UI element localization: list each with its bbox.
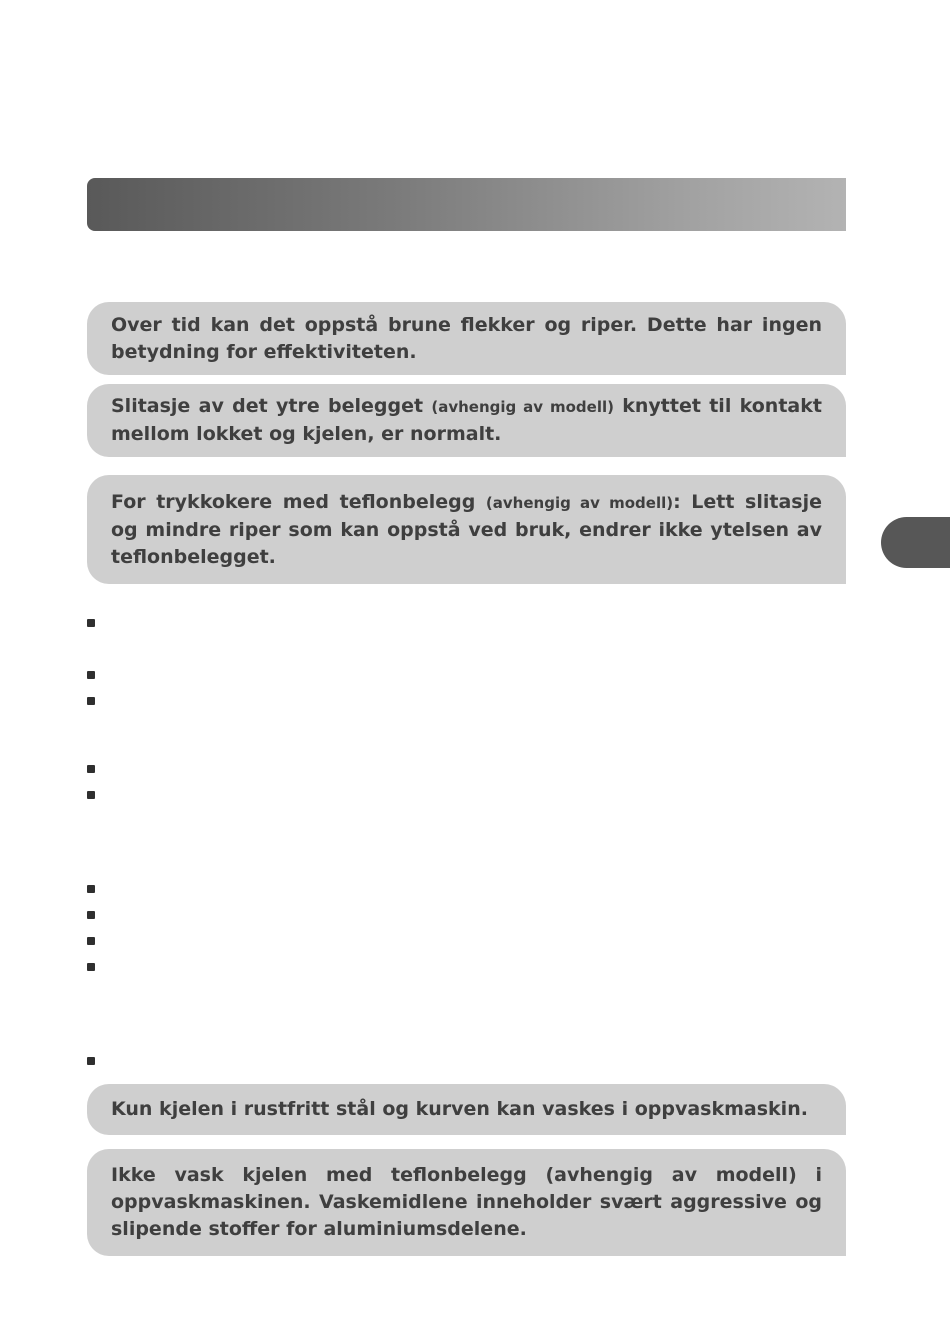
bullet-marker bbox=[87, 885, 95, 893]
bullet-marker bbox=[87, 619, 95, 627]
note-text-model: (avhengig av modell) bbox=[485, 493, 674, 512]
bullet-marker bbox=[87, 697, 95, 705]
note-text-main: For trykkokere med teflonbelegg bbox=[111, 490, 476, 513]
bullet-marker bbox=[87, 911, 95, 919]
note-text: Over tid kan det oppstå brune flekker og riper. Dette har ingen betydning for effektiviteten. bbox=[111, 313, 822, 363]
bullet-marker bbox=[87, 791, 95, 799]
section-header-bar bbox=[87, 178, 846, 231]
note-box-outer-coating bbox=[87, 384, 846, 457]
chapter-side-tab bbox=[881, 517, 950, 568]
note-text-model: (avhengig av modell) bbox=[431, 398, 614, 416]
bullet-marker bbox=[87, 937, 95, 945]
note-box-wear bbox=[87, 302, 846, 375]
note-box-teflon bbox=[87, 475, 846, 584]
note-text bbox=[111, 393, 822, 448]
note-text-rest: knyttet til kontakt mellom lokket og kjelen, er normalt. bbox=[111, 395, 822, 445]
bullet-marker bbox=[87, 963, 95, 971]
note-box-teflon-dishwasher bbox=[87, 1149, 846, 1256]
note-text-rest: : Lett slitasje og mindre riper som kan oppstå ved bruk, endrer ikke ytelsen av teflonbelegget. bbox=[111, 490, 822, 568]
bullet-marker bbox=[87, 765, 95, 773]
note-text: Kun kjelen i rustfritt stål og kurven kan vaskes i oppvaskmaskin. bbox=[111, 1098, 808, 1120]
note-box-dishwasher bbox=[87, 1084, 846, 1135]
note-text-main: Slitasje av det ytre belegget bbox=[111, 395, 424, 417]
bullet-marker bbox=[87, 1057, 95, 1065]
bullet-marker bbox=[87, 671, 95, 679]
note-text: Ikke vask kjelen med teflonbelegg (avhengig av modell) i oppvaskmaskinen. Vaskemidlene inneholder svært aggressive og slipende stoffer for aluminiumsdelene. bbox=[111, 1164, 822, 1240]
note-text bbox=[111, 489, 822, 571]
